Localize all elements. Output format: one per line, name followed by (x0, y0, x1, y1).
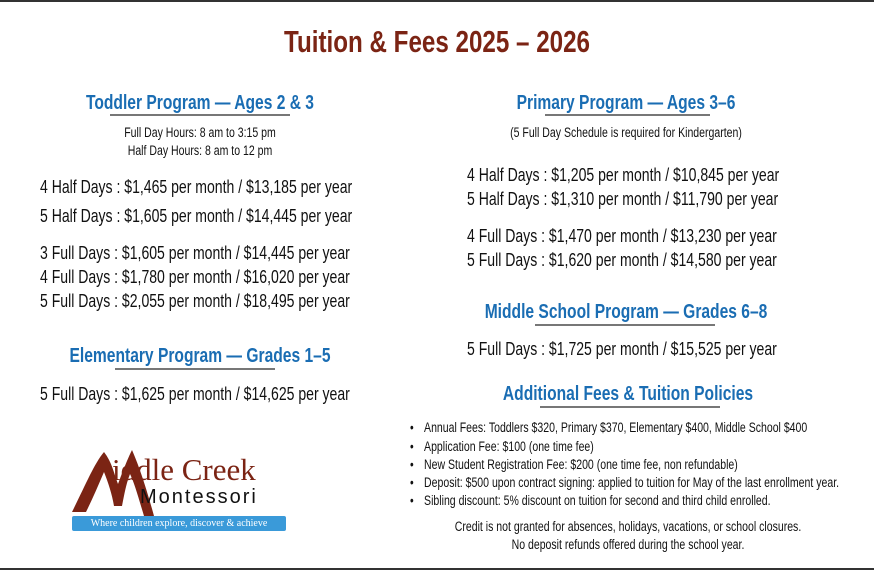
bullet-icon: • (410, 475, 414, 490)
fee-bullet-text: Deposit: $500 upon contract signing: applied to tuition for May of the last enrollment year. (424, 475, 840, 490)
primary-note: (5 Full Day Schedule is required for Kindergarten) (510, 125, 742, 140)
fee-bullet (410, 474, 839, 492)
primary-underline (545, 114, 710, 116)
policy-note: No deposit refunds offered during the school year. (511, 537, 745, 552)
toddler-full-day-hours: Full Day Hours: 8 am to 3:15 pm (124, 125, 276, 140)
fee-bullet-text: Sibling discount: 5% discount on tuition for second and third child enrolled. (424, 493, 771, 508)
primary-rate: 5 Full Days : $1,620 per month / $14,580 per year (467, 250, 777, 270)
toddler-rate: 4 Full Days : $1,780 per month / $16,020 per year (40, 267, 350, 287)
fee-bullet (410, 492, 771, 510)
toddler-rate: 4 Half Days : $1,465 per month / $13,185 per year (40, 177, 353, 197)
toddler-underline (110, 114, 290, 116)
fee-bullet (410, 456, 738, 474)
bullet-icon: • (410, 493, 414, 508)
logo-tagline: Where children explore, discover & achieve (72, 516, 286, 531)
fee-bullet-text: Application Fee: $100 (one time fee) (424, 439, 594, 454)
school-logo (68, 444, 290, 536)
policy-note: Credit is not granted for absences, holidays, vacations, or school closures. (454, 519, 802, 534)
fee-bullet (410, 419, 807, 437)
fee-bullet (410, 438, 594, 456)
logo-name-line1: iddle Creek (112, 452, 256, 487)
bullet-icon: • (410, 457, 414, 472)
additional-fees-heading: Additional Fees & Tuition Policies (502, 383, 754, 405)
bullet-icon: • (410, 439, 414, 454)
toddler-rate: 3 Full Days : $1,605 per month / $14,445 per year (40, 243, 350, 263)
elementary-underline (115, 368, 275, 370)
primary-rate: 4 Half Days : $1,205 per month / $10,845 per year (467, 165, 780, 185)
fee-bullet-text: New Student Registration Fee: $200 (one time fee, non refundable) (424, 457, 738, 472)
primary-rate: 4 Full Days : $1,470 per month / $13,230 per year (467, 226, 777, 246)
primary-heading: Primary Program — Ages 3–6 (516, 92, 736, 114)
bullet-icon: • (410, 420, 414, 435)
logo-name-line2: Montessori (140, 486, 258, 508)
middle-school-underline (535, 324, 715, 326)
toddler-rate: 5 Half Days : $1,605 per month / $14,445 per year (40, 206, 353, 226)
primary-rate: 5 Half Days : $1,310 per month / $11,790 per year (467, 189, 779, 209)
elementary-rate: 5 Full Days : $1,625 per month / $14,625 per year (40, 384, 350, 404)
toddler-heading: Toddler Program — Ages 2 & 3 (86, 92, 314, 114)
fee-bullet-text: Annual Fees: Toddlers $320, Primary $370, Elementary $400, Middle School $400 (424, 420, 808, 435)
additional-fees-underline (540, 406, 720, 408)
bottom-border (0, 568, 874, 570)
middle-school-rate: 5 Full Days : $1,725 per month / $15,525 per year (467, 339, 777, 359)
toddler-rate: 5 Full Days : $2,055 per month / $18,495 per year (40, 291, 350, 311)
toddler-half-day-hours: Half Day Hours: 8 am to 12 pm (127, 143, 273, 158)
middle-school-heading: Middle School Program — Grades 6–8 (484, 301, 768, 323)
top-border (0, 0, 874, 2)
elementary-heading: Elementary Program — Grades 1–5 (69, 345, 331, 367)
page-title: Tuition & Fees 2025 – 2026 (284, 24, 590, 59)
